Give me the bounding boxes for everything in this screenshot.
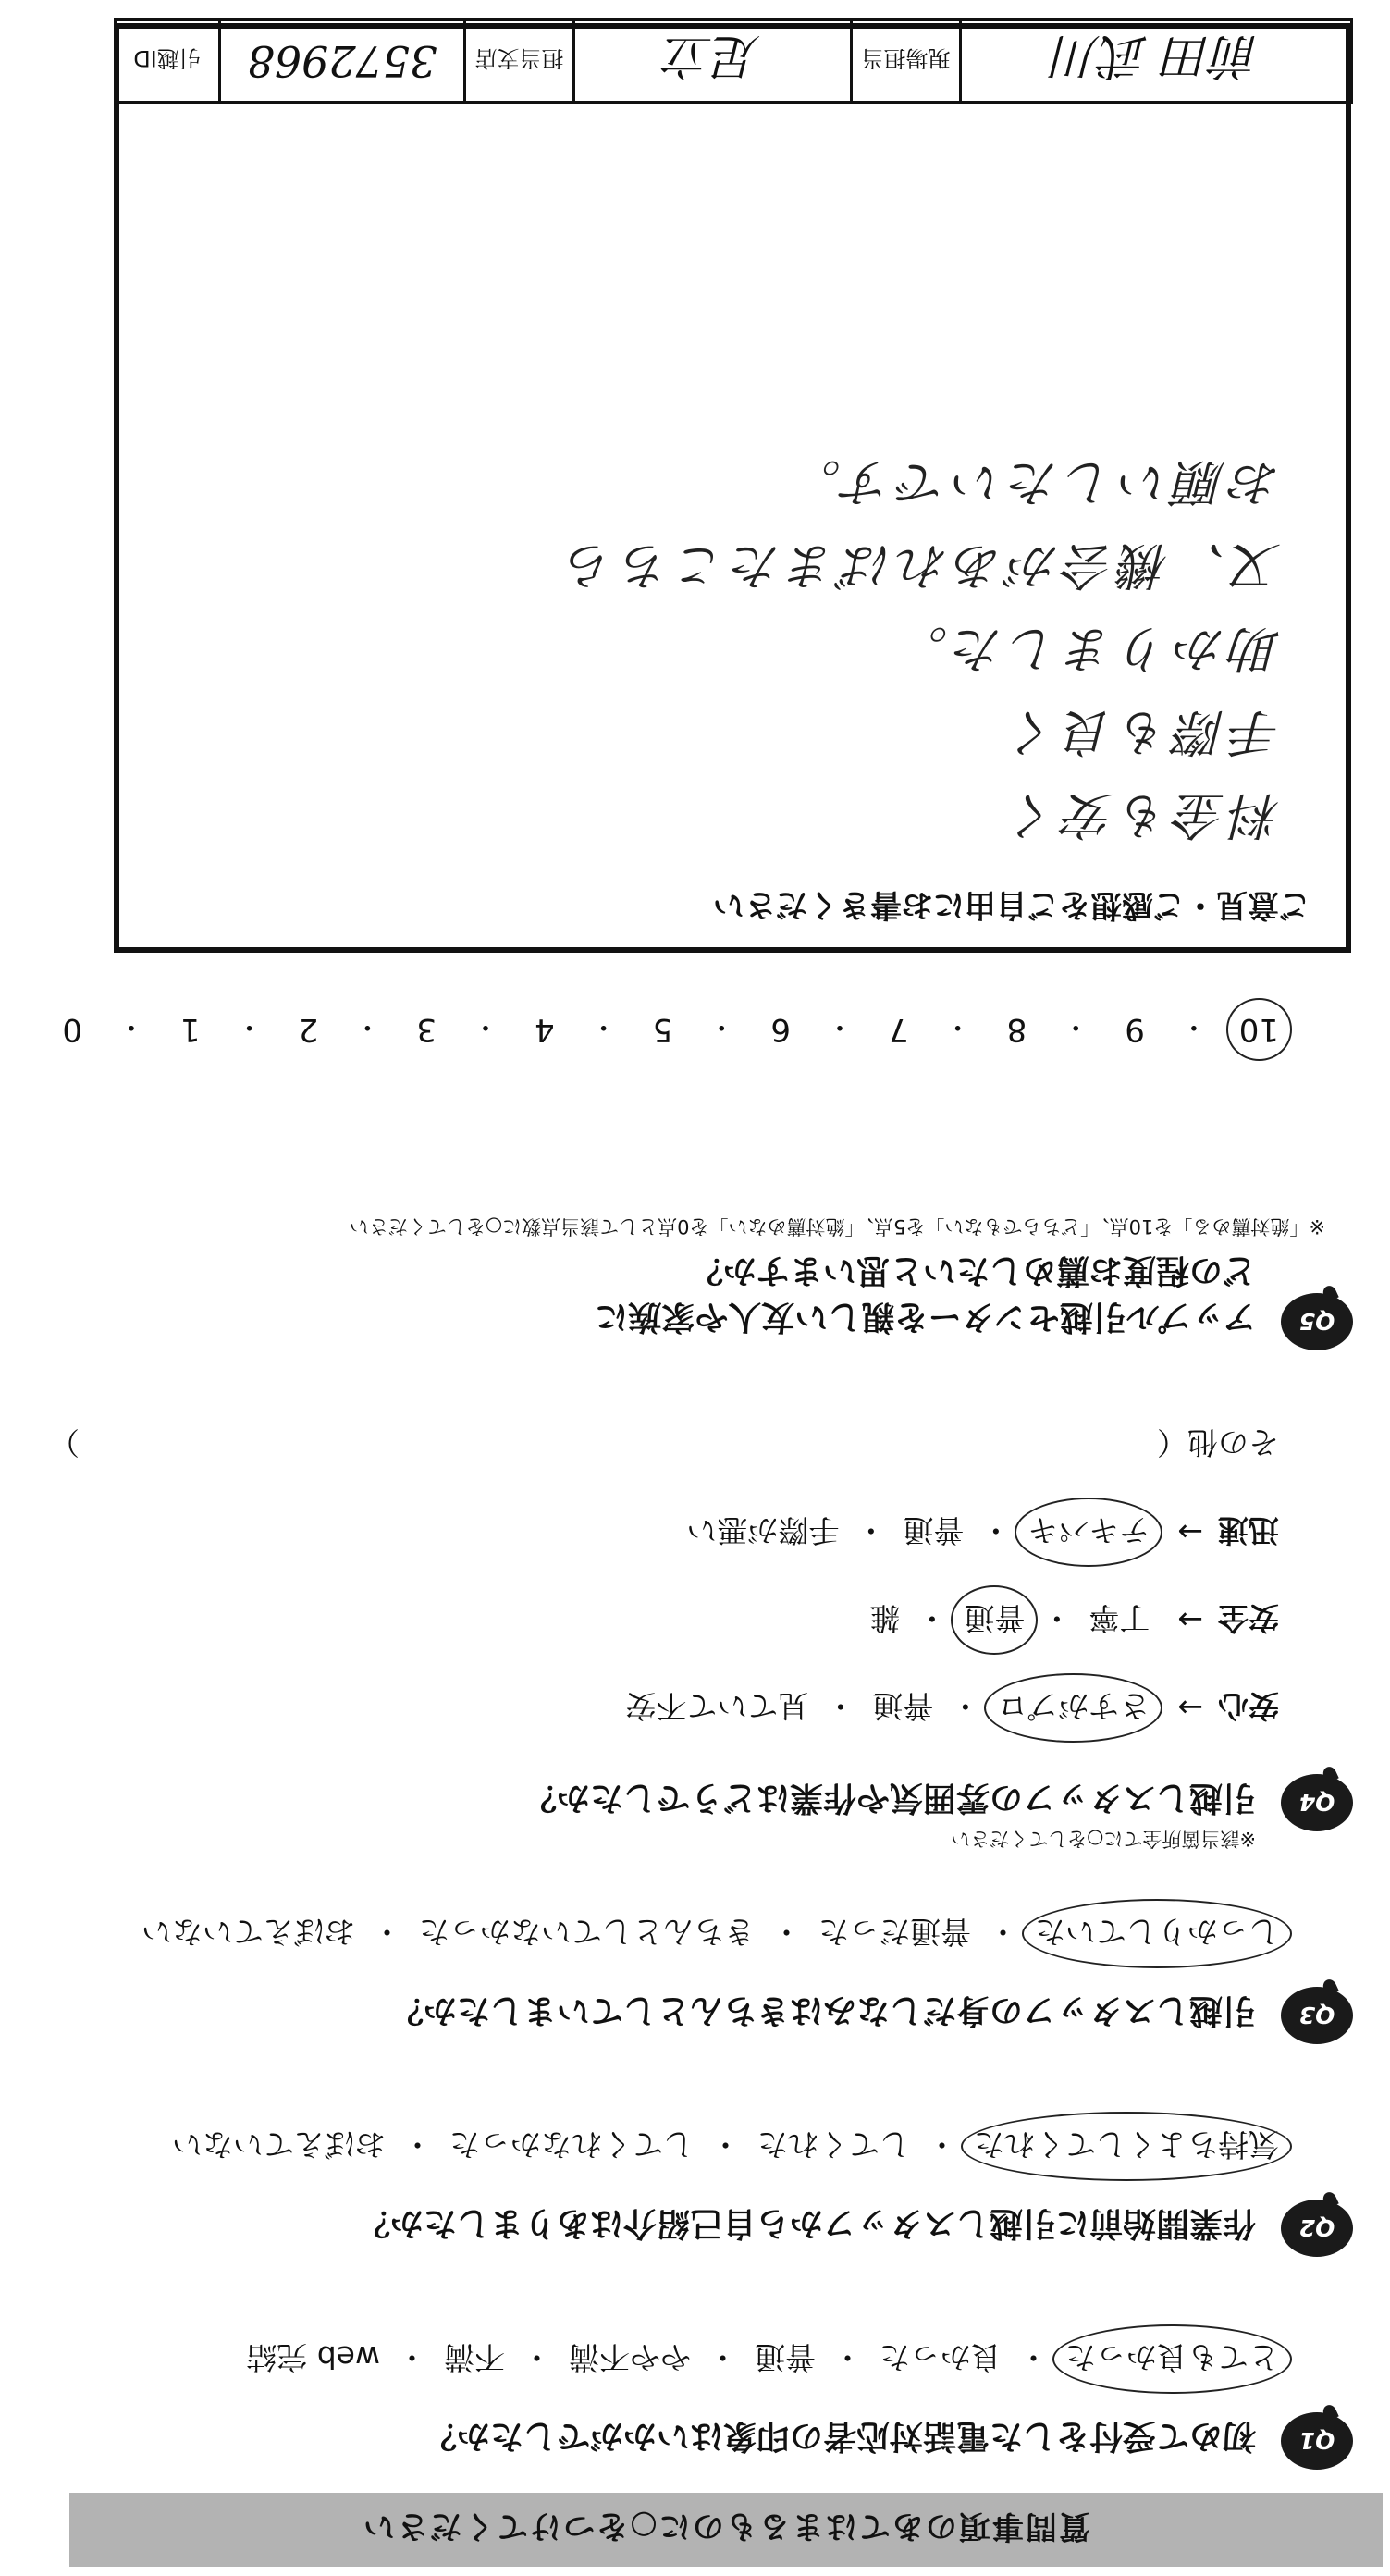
- q4-row-label: 安全: [1218, 1600, 1279, 1636]
- q5-text-line2: どの程度お薦めしたいと思いますか？: [689, 1251, 1256, 1289]
- comment-box[interactable]: [114, 23, 1351, 953]
- q5-note: ※「絶対薦める」を10点、「どちらでもない」を5点、「絶対薦めない」を0点として該当点数に○をしてください: [349, 1215, 1325, 1238]
- q5-score-1[interactable]: 1: [180, 1011, 201, 1048]
- q4-option-normal[interactable]: 普通: [872, 1688, 934, 1724]
- q5-score-3[interactable]: 3: [416, 1011, 437, 1048]
- q1-option-unsatisfied[interactable]: 不満: [444, 2339, 505, 2375]
- q5-score-4[interactable]: 4: [534, 1011, 555, 1048]
- staff-value-cell[interactable]: [962, 21, 1350, 101]
- q1-option-very-good[interactable]: とても良かった: [1065, 2337, 1279, 2381]
- q4-option-clumsy[interactable]: 手際が悪い: [686, 1512, 840, 1548]
- handwritten-line: 又、機会があればまたこちら: [560, 536, 1281, 595]
- q3-option-not-neat[interactable]: きちんとしていなかった: [419, 1914, 755, 1950]
- q5-scale: 10 ・ 9 ・ 8 ・ 7 ・ 6 ・ 5 ・ 4 ・ 3 ・ 2 ・ 1 ・ 0: [58, 1009, 1279, 1050]
- question-2: [31, 2118, 1353, 2257]
- move-id-value: 3572968: [247, 36, 437, 86]
- q5-score-0[interactable]: 0: [62, 1011, 82, 1048]
- q1-option-normal[interactable]: 普通: [755, 2339, 816, 2375]
- q4-other-row: [49, 1423, 1279, 1466]
- q5-score-10[interactable]: 10: [1238, 1011, 1279, 1048]
- q1-text: 初めて受付をした電話対応者の印象はいかがでしたか？: [423, 2417, 1256, 2455]
- q3-badge: Q3: [1281, 1987, 1353, 2044]
- q4-note: ※該当箇所全てに○をしてください: [951, 1828, 1256, 1850]
- handwritten-line: お願いしたいです。: [785, 453, 1281, 512]
- q5-text-line1: アップル引越センターを親しい友人や家族に: [595, 1298, 1256, 1336]
- q4-option-normal[interactable]: 普通: [964, 1598, 1025, 1642]
- branch-label: 担当支店: [474, 45, 564, 72]
- staff-label: 現場担当: [861, 45, 951, 72]
- q1-option-good[interactable]: 良かった: [880, 2339, 1002, 2375]
- question-3: [31, 1905, 1353, 2044]
- q2-text: 作業開始前に引越しスタッフから自己紹介はありましたか？: [356, 2204, 1256, 2242]
- q3-options: しっかりしていた ・ 普通だった ・ きちんとしていなかった ・ おぼえていない: [141, 1912, 1279, 1955]
- question-5: [31, 1073, 1353, 1350]
- q4-option-uneasy[interactable]: 見ていて不安: [625, 1688, 809, 1724]
- handwritten-line: 料金も安く: [1003, 786, 1281, 844]
- q1-option-somewhat-unsatisfied[interactable]: やや不満: [569, 2339, 691, 2375]
- q4-badge: Q4: [1281, 1774, 1353, 1831]
- q5-badge: Q5: [1281, 1293, 1353, 1350]
- q4-option-efficient[interactable]: テキパキ: [1027, 1510, 1150, 1554]
- q1-badge: Q1: [1281, 2412, 1353, 2470]
- q4-option-professional[interactable]: さすがプロ: [997, 1686, 1150, 1730]
- arrow-icon: →: [1177, 1690, 1203, 1726]
- staff-label-cell: [853, 21, 962, 101]
- q4-option-normal[interactable]: 普通: [903, 1512, 965, 1548]
- q3-option-neat[interactable]: しっかりしていた: [1035, 1912, 1279, 1955]
- staff-value: 前田 武川: [1052, 28, 1261, 84]
- move-id-value-cell[interactable]: [221, 21, 466, 101]
- q5-score-5[interactable]: 5: [652, 1011, 673, 1048]
- q4-row-speed: 迅速 → テキパキ ・ 普通 ・ 手際が悪い: [686, 1510, 1279, 1554]
- branch-value: 足立: [664, 28, 761, 84]
- question-4: [31, 1424, 1353, 1850]
- q5-score-2[interactable]: 2: [298, 1011, 319, 1048]
- instruction-text: 質問事項のあてはまるものに○をつけてください: [362, 2508, 1090, 2545]
- q5-score-6[interactable]: 6: [770, 1011, 791, 1048]
- q4-row-security: 安全 → 丁寧 ・ 普通 ・ 雑: [869, 1598, 1279, 1642]
- q4-row-label: 迅速: [1218, 1512, 1279, 1548]
- q4-row-label: 安心: [1218, 1688, 1279, 1724]
- q4-option-rough[interactable]: 雑: [869, 1600, 901, 1636]
- q4-other-label: その他（: [1157, 1424, 1279, 1461]
- question-1: [31, 2331, 1353, 2470]
- q3-option-dont-remember[interactable]: おぼえていない: [141, 1914, 355, 1950]
- arrow-icon: →: [1177, 1514, 1203, 1550]
- q2-option-no[interactable]: してくれなかった: [449, 2126, 694, 2163]
- q2-options: 気持ちよくしてくれた ・ してくれた ・ してくれなかった ・ おぼえていない: [172, 2125, 1279, 2168]
- info-table: [114, 18, 1353, 104]
- q4-option-careful[interactable]: 丁寧: [1089, 1600, 1150, 1636]
- q5-score-9[interactable]: 9: [1125, 1011, 1145, 1048]
- branch-value-cell[interactable]: [575, 21, 853, 101]
- handwritten-line: 手際も良く: [1003, 703, 1281, 761]
- q4-row-safety: 安心 → さすがプロ ・ 普通 ・ 見ていて不安: [625, 1686, 1279, 1730]
- instruction-banner: [69, 2493, 1383, 2567]
- q1-options: とても良かった ・ 良かった ・ 普通 ・ やや不満 ・ 不満 ・ web 完結: [246, 2337, 1279, 2381]
- handwritten-line: 助かりました。: [892, 620, 1281, 678]
- arrow-icon: →: [1177, 1602, 1203, 1638]
- q3-text: 引越しスタッフの身だしなみはきちんとしていましたか？: [389, 1991, 1256, 2029]
- q4-text: 引越しスタッフの雰囲気や作業はどうでしたか？: [523, 1779, 1256, 1817]
- move-id-label: 引越ID: [133, 45, 202, 72]
- q2-option-gladly[interactable]: 気持ちよくしてくれた: [974, 2125, 1279, 2168]
- q2-option-yes[interactable]: してくれた: [757, 2126, 910, 2163]
- q3-option-normal[interactable]: 普通だった: [818, 1914, 971, 1950]
- move-id-label-cell: [117, 21, 221, 101]
- comment-title: ご意見・ご感想をご自由にお書きください: [713, 886, 1310, 923]
- q2-badge: Q2: [1281, 2200, 1353, 2257]
- q2-option-dont-remember[interactable]: おぼえていない: [172, 2126, 386, 2163]
- q1-option-web[interactable]: web 完結: [246, 2339, 380, 2375]
- q4-other-close: ）: [49, 1424, 80, 1461]
- branch-label-cell: [466, 21, 575, 101]
- q5-score-7[interactable]: 7: [888, 1011, 909, 1048]
- q5-score-8[interactable]: 8: [1006, 1011, 1027, 1048]
